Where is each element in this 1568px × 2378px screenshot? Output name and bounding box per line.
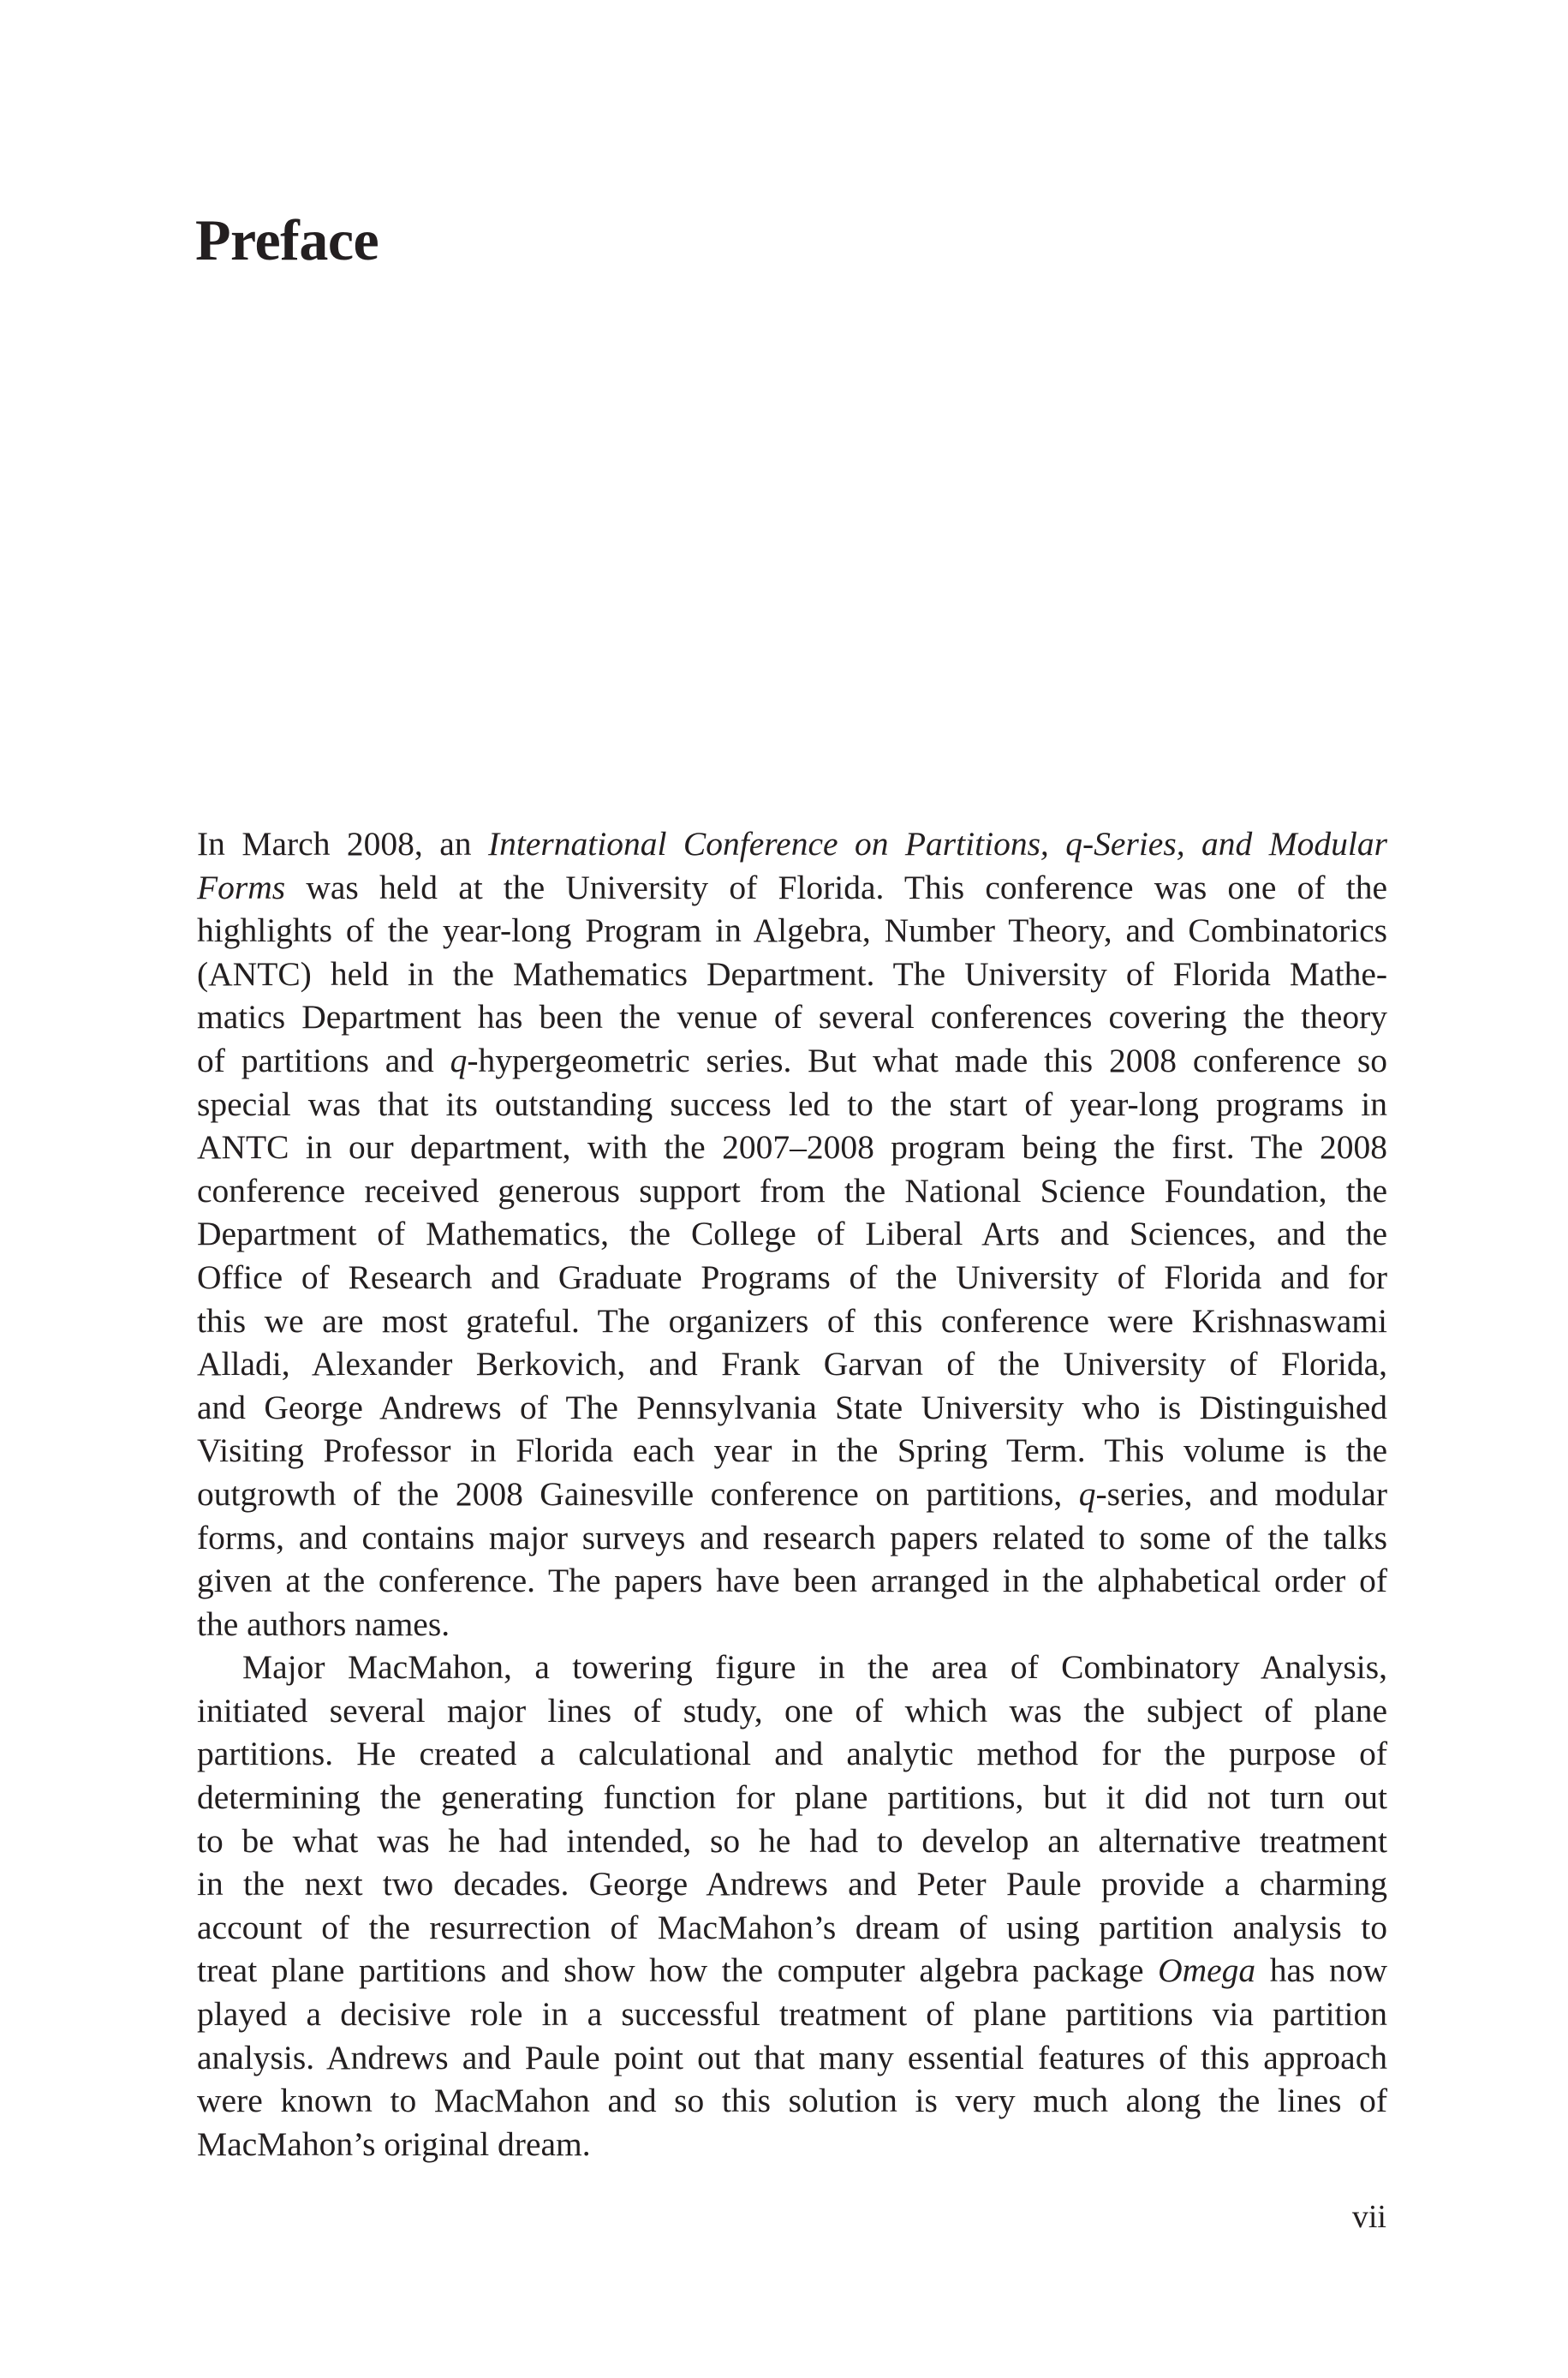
text-line: initiated several major lines of study, one of which was the subject of plane — [197, 1691, 1387, 1730]
text-line: Visiting Professor in Florida each year in the Spring Term. This volume is the — [197, 1431, 1387, 1470]
text-line: account of the resurrection of MacMahon’s dream of using partition analysis to — [197, 1908, 1387, 1946]
text-line: Department of Mathematics, the College of Liberal Arts and Sciences, and the — [197, 1215, 1387, 1253]
text-line: the authors names. — [197, 1604, 450, 1643]
text-line: outgrowth of the 2008 Gainesville conference on partitions, q-series, and modular — [197, 1474, 1387, 1513]
text-line: Office of Research and Graduate Programs of the University of Florida and for — [197, 1258, 1387, 1296]
paragraph-2 — [197, 1646, 1387, 2166]
text-line: highlights of the year-long Program in Algebra, Number Theory, and Combinatorics — [197, 911, 1387, 950]
text-line: forms, and contains major surveys and research papers related to some of the talks — [197, 1518, 1387, 1556]
text-line: Major MacMahon, a towering figure in the area of Combinatory Analysis, — [242, 1648, 1387, 1687]
text-line: analysis. Andrews and Paule point out that many essential features of this approach — [197, 2038, 1387, 2076]
text-line: ANTC in our department, with the 2007–2008 program being the first. The 2008 — [197, 1128, 1387, 1167]
text-line: to be what was he had intended, so he had to develop an alternative treatment — [197, 1821, 1387, 1860]
page-title: Preface — [195, 207, 379, 272]
paragraph-1 — [197, 822, 1387, 1646]
text-line: MacMahon’s original dream. — [197, 2124, 591, 2163]
text-line: of partitions and q-hypergeometric series. But what made this 2008 conference so — [197, 1041, 1387, 1079]
text-line: special was that its outstanding success led to the start of year-long programs in — [197, 1084, 1387, 1123]
text-line: determining the generating function for plane partitions, but it did not turn out — [197, 1778, 1387, 1817]
text-line: in the next two decades. George Andrews and Peter Paule provide a charming — [197, 1865, 1387, 1903]
text-line: (ANTC) held in the Mathematics Department. The University of Florida Mathe- — [197, 954, 1387, 993]
text-line: Alladi, Alexander Berkovich, and Frank Garvan of the University of Florida, — [197, 1345, 1387, 1383]
text-line: matics Department has been the venue of several conferences covering the theory — [197, 998, 1387, 1037]
text-line: this we are most grateful. The organizers of this conference were Krishnaswami — [197, 1301, 1387, 1340]
text-line: were known to MacMahon and so this solution is very much along the lines of — [197, 2082, 1387, 2120]
text-line: partitions. He created a calculational and analytic method for the purpose of — [197, 1735, 1387, 1773]
text-line: played a decisive role in a successful treatment of plane partitions via partition — [197, 1995, 1387, 2034]
body-text — [197, 822, 1387, 2166]
text-line: In March 2008, an International Conference on Partitions, q-Series, and Modular — [197, 825, 1387, 863]
text-line: treat plane partitions and show how the computer algebra package Omega has now — [197, 1951, 1388, 1990]
text-line: and George Andrews of The Pennsylvania State University who is Distinguished — [197, 1388, 1387, 1426]
text-line: conference received generous support from the National Science Foundation, the — [197, 1171, 1387, 1210]
text-line: Forms was held at the University of Florida. This conference was one of the — [197, 868, 1387, 906]
text-line: given at the conference. The papers have been arranged in the alphabetical order of — [197, 1562, 1387, 1600]
page-number: vii — [1351, 2199, 1386, 2235]
